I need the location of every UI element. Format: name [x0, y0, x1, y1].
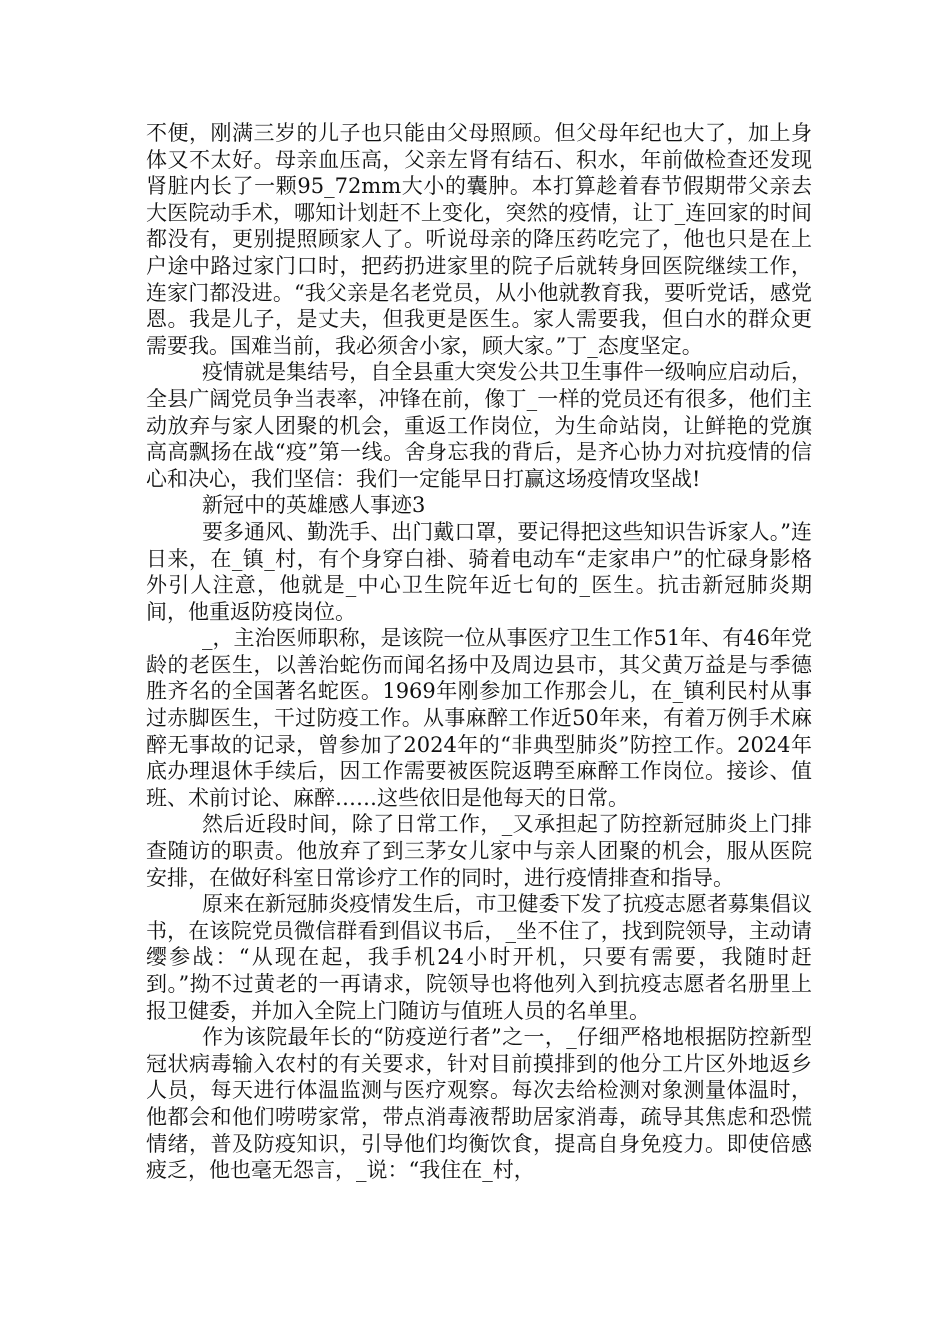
paragraph-4: _，主治医师职称，是该院一位从事医疗卫生工作51年、有46年党龄的老医生，以善治蛇伤而闻名扬中及周边县市，其父黄万益是与季德胜齐名的全国著名蛇医。1969年刚参加工作那会儿，在_镇利民村从事过赤脚医生，干过防疫工作。从事麻醉工作近50年来，有着万例手术麻醉无事故的记录，曾参加了2024年的“非典型肺炎”防控工作。2024年底办理退休手续后，因工作需要被医院返聘至麻醉工作岗位。接诊、值班、术前讨论、麻醉……这些依旧是他每天的日常。 [146, 626, 812, 810]
paragraph-2: 疫情就是集结号，自全县重大突发公共卫生事件一级响应启动后，全县广阔党员争当表率，冲锋在前，像丁_一样的党员还有很多，他们主动放弃与家人团聚的机会，重返工作岗位，为生命站岗，让鲜艳的党旗高高飘扬在战“疫”第一线。舍身忘我的背后，是齐心协力对抗疫情的信心和决心，我们坚信：我们一定能早日打赢这场疫情攻坚战! [146, 360, 812, 491]
paragraph-6: 原来在新冠肺炎疫情发生后，市卫健委下发了抗疫志愿者募集倡议书，在该院党员微信群看到倡议书后，_坐不住了，找到院领导，主动请缨参战：“从现在起，我手机24小时开机，只要有需要，我随时赶到。”拗不过黄老的一再请求，院领导也将他列入到抗疫志愿者名册里上报卫健委，并加入全院上门随访与值班人员的名单里。 [146, 892, 812, 1023]
document-page [146, 120, 812, 1184]
section-heading: 新冠中的英雄感人事迹3 [202, 493, 426, 518]
paragraph-5: 然后近段时间，除了日常工作，_又承担起了防控新冠肺炎上门排查随访的职责。他放弃了到三茅女儿家中与亲人团聚的机会，服从医院安排，在做好科室日常诊疗工作的同时，进行疫情排查和指导。 [146, 812, 812, 890]
paragraph-7: 作为该院最年长的“防疫逆行者”之一，_仔细严格地根据防控新型冠状病毒输入农村的有关要求，针对目前摸排到的他分工片区外地返乡人员，每天进行体温监测与医疗观察。每次去给检测对象测量体温时，他都会和他们唠唠家常，带点消毒液帮助居家消毒，疏导其焦虑和恐慌情绪，普及防疫知识，引导他们均衡饮食，提高自身免疫力。即使倍感疲乏，他也毫无怨言，_说：“我住在_村， [146, 1025, 812, 1183]
paragraph-1: 不便，刚满三岁的儿子也只能由父母照顾。但父母年纪也大了，加上身体又不太好。母亲血压高，父亲左肾有结石、积水，年前做检查还发现肾脏内长了一颗95_72mm大小的囊肿。本打算趁着春节假期带父亲去大医院动手术，哪知计划赶不上变化，突然的疫情，让丁_连回家的时间都没有，更别提照顾家人了。听说母亲的降压药吃完了，他也只是在上户途中路过家门口时，把药扔进家里的院子后就转身回医院继续工作，连家门都没进。“我父亲是名老党员，从小他就教育我，要听党话，感党恩。我是儿子，是丈夫，但我更是医生。家人需要我，但白水的群众更需要我。国难当前，我必须舍小家，顾大家。”丁_态度坚定。 [146, 121, 812, 358]
paragraph-3: 要多通风、勤洗手、出门戴口罩，要记得把这些知识告诉家人。”连日来，在_镇_村，有个身穿白褂、骑着电动车“走家串户”的忙碌身影格外引人注意，他就是_中心卫生院年近七旬的_医生。抗击新冠肺炎期间，他重返防疫岗位。 [146, 519, 812, 624]
